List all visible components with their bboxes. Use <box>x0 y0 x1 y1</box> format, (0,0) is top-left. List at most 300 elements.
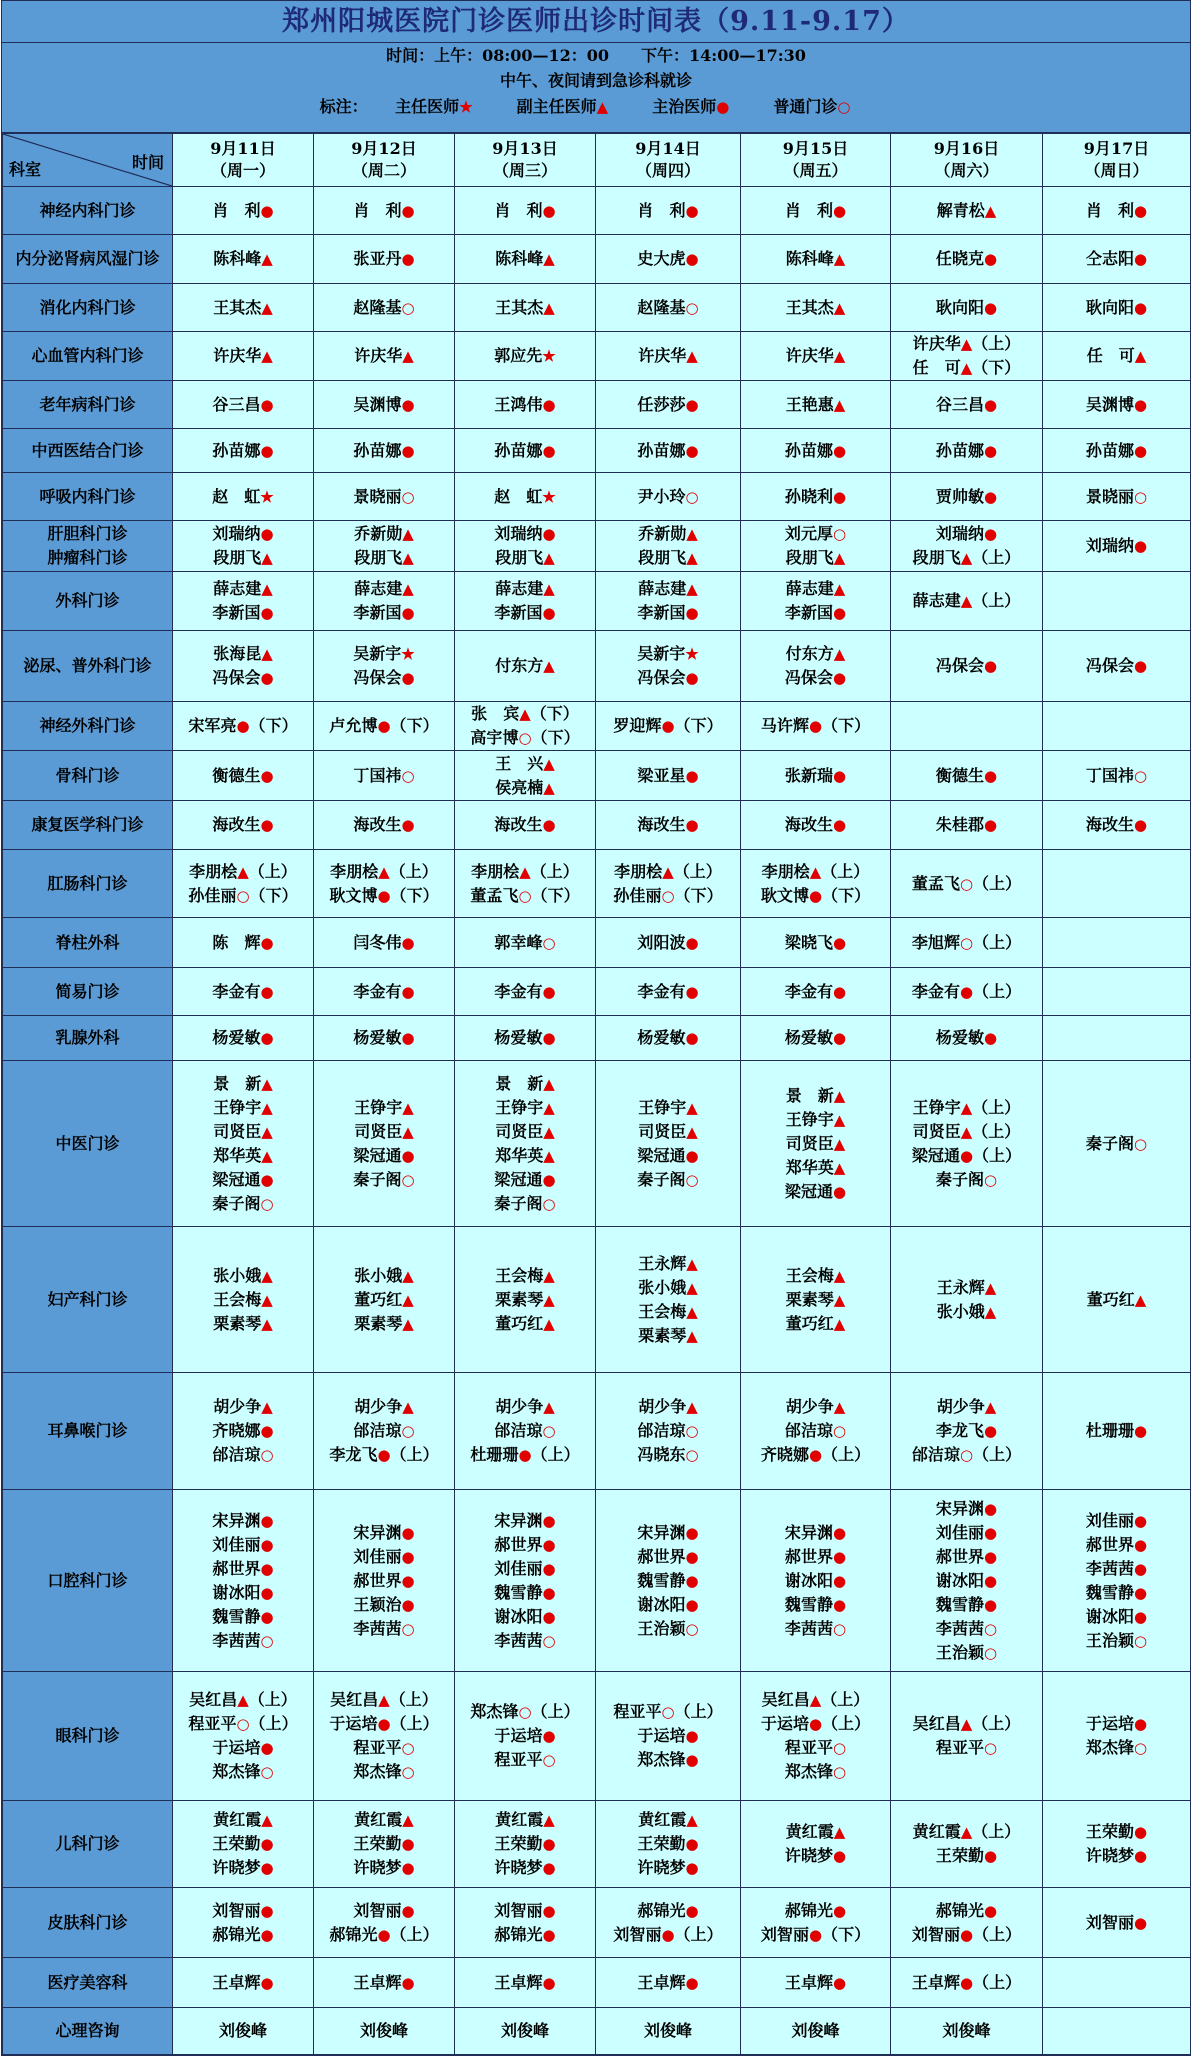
dot-icon: ● <box>1133 1559 1148 1578</box>
dept-name <box>3 1888 173 1958</box>
dot-icon: ● <box>1133 1715 1148 1733</box>
doctor-entry: 许晓梦● <box>784 1846 847 1865</box>
doctor-entry: 秦子阁○ <box>212 1193 274 1213</box>
doctor-entry: 冯晓东○ <box>637 1445 699 1464</box>
schedule-cell <box>891 332 1043 381</box>
schedule-cell <box>173 1672 314 1801</box>
schedule-cell <box>596 631 741 702</box>
doctor-entry: 王卓辉● <box>212 1972 274 1992</box>
dot-icon: ● <box>260 395 274 414</box>
dot-icon: ● <box>1133 1583 1148 1602</box>
ring-icon: ○ <box>685 1446 699 1464</box>
dept-name <box>3 1373 173 1490</box>
schedule-cell <box>314 381 455 429</box>
doctor-entry: 郝世界● <box>353 1570 415 1590</box>
dot-icon: ● <box>685 1547 699 1566</box>
doctor-entry: 吴红昌▲（上） <box>330 1690 438 1709</box>
schedule-cell <box>455 1061 596 1227</box>
dept-name-line: 妇产科门诊 <box>47 1289 128 1309</box>
schedule-cell <box>173 429 314 473</box>
header-row <box>3 134 1191 187</box>
ring-icon: ○ <box>542 933 556 952</box>
dept-name <box>3 2008 173 2055</box>
schedule-cell <box>741 968 891 1016</box>
day-weekday: （周一） <box>210 161 275 180</box>
schedule-cell <box>1043 751 1191 801</box>
doctor-entry: 丁国祎○ <box>1085 765 1148 785</box>
tri-icon: ▲ <box>686 1254 698 1273</box>
dot-icon: ● <box>685 250 699 268</box>
dot-icon: ● <box>260 933 274 952</box>
doctor-entry: 王永辉▲ <box>638 1253 698 1273</box>
schedule-cell <box>173 1958 314 2008</box>
dot-icon: ● <box>1133 250 1148 268</box>
dot-icon: ● <box>260 982 274 1001</box>
table-row <box>3 2008 1191 2055</box>
doctor-entry: 梁冠通● <box>212 1169 274 1189</box>
doctor-entry: 程亚平○（上） <box>613 1702 723 1721</box>
doctor-entry: 王荣勤● <box>494 1834 556 1853</box>
dot-icon: ● <box>832 982 847 1001</box>
doctor-entry: 董巧红▲ <box>495 1313 555 1333</box>
schedule-cell <box>314 572 455 631</box>
schedule-cell <box>173 1490 314 1672</box>
dot-icon: ● <box>260 1559 274 1578</box>
tri-icon: ▲ <box>402 1098 414 1117</box>
doctor-entry: 孙苗娜● <box>1085 440 1148 460</box>
doctor-entry: 李金有● <box>212 981 274 1001</box>
doctor-entry: 段朋飞▲ <box>354 548 414 567</box>
dot-icon: ● <box>832 1901 847 1920</box>
doctor-entry: 冯保会● <box>212 668 274 687</box>
dept-name-line: 骨科门诊 <box>55 765 120 785</box>
doctor-entry: 王荣勤● <box>353 1834 415 1853</box>
doctor-entry: 郝世界● <box>1085 1534 1148 1554</box>
schedule-cell <box>1043 473 1191 521</box>
schedule-cell <box>1043 1672 1191 1801</box>
doctor-entry: 杜珊珊● <box>1085 1421 1148 1440</box>
dot-icon: ● <box>716 98 730 116</box>
day-header <box>596 134 741 187</box>
dot-icon: ● <box>401 982 415 1001</box>
dot-icon: ● <box>1133 537 1148 555</box>
schedule-cell <box>1043 1958 1191 2008</box>
ring-icon: ○ <box>832 525 847 543</box>
doctor-entry: 郝世界● <box>784 1546 847 1566</box>
doctor-entry: 张小娥▲ <box>936 1301 997 1321</box>
doctor-entry: 魏雪静● <box>212 1606 274 1626</box>
doctor-entry: 王荣勤● <box>637 1834 699 1853</box>
ring-icon: ○ <box>685 1170 699 1189</box>
schedule-cell <box>741 1227 891 1373</box>
doctor-entry: 吴新宇★ <box>637 644 699 663</box>
doctor-entry: 段朋飞▲ <box>638 548 698 567</box>
schedule-cell <box>1043 429 1191 473</box>
schedule-cell <box>455 1958 596 2008</box>
dot-icon: ● <box>983 1571 998 1590</box>
doctor-entry: 谢冰阳● <box>1085 1606 1148 1626</box>
doctor-entry: 肖 利● <box>212 200 274 220</box>
ring-icon: ○ <box>542 1751 556 1769</box>
day-header <box>741 134 891 187</box>
tri-icon: ▲ <box>833 580 846 598</box>
schedule-cell <box>596 473 741 521</box>
doctor-entry: 宋异渊● <box>935 1498 998 1518</box>
tri-icon: ▲ <box>237 862 249 881</box>
doctor-entry: 付东方▲ <box>785 644 846 663</box>
dot-icon: ● <box>401 1547 415 1566</box>
schedule-cell <box>1043 521 1191 572</box>
tri-icon: ▲ <box>960 359 973 377</box>
dept-name <box>3 381 173 429</box>
dot-icon: ● <box>260 1170 274 1189</box>
table-row <box>3 702 1191 751</box>
doctor-entry: 梁晓飞● <box>784 932 847 952</box>
doctor-entry: 郑杰锋○（上） <box>470 1702 580 1721</box>
tri-icon: ▲ <box>984 1302 997 1321</box>
dot-icon: ● <box>832 1847 847 1865</box>
dot-icon: ● <box>685 1029 699 1047</box>
doctor-entry: 宋异渊● <box>784 1522 847 1542</box>
doctor-entry: 孙苗娜● <box>212 440 274 460</box>
schedule-cell <box>1043 187 1191 235</box>
schedule-cell <box>891 1888 1043 1958</box>
schedule-cell <box>891 187 1043 235</box>
dot-icon: ● <box>832 1973 847 1992</box>
doctor-entry: 程亚平○ <box>935 1738 998 1757</box>
schedule-cell <box>173 1801 314 1888</box>
legend <box>2 93 1190 120</box>
dot-icon: ● <box>401 1901 415 1920</box>
tri-icon: ▲ <box>833 1110 846 1129</box>
doctor-entry: 陈科峰▲ <box>495 249 555 268</box>
doctor-entry: 秦子阁○ <box>353 1169 415 1189</box>
schedule-cell <box>314 631 455 702</box>
schedule-cell <box>173 850 314 918</box>
tri-icon: ▲ <box>402 525 414 543</box>
doctor-entry: 郑杰锋● <box>637 1750 699 1769</box>
doctor-entry: 程亚平○ <box>494 1750 556 1769</box>
doctor-entry: 梁亚星● <box>637 765 699 785</box>
schedule-cell <box>741 1888 891 1958</box>
doctor-entry: 于运培● <box>212 1738 274 1757</box>
tri-icon: ▲ <box>686 549 698 567</box>
dot-icon: ● <box>401 933 415 952</box>
schedule-cell <box>596 284 741 332</box>
schedule-cell <box>1043 2008 1191 2055</box>
day-weekday: （周二） <box>351 161 416 180</box>
doctor-entry: 段朋飞▲ <box>213 548 273 567</box>
dot-icon: ● <box>401 1973 415 1992</box>
ring-icon: ○ <box>401 1763 415 1781</box>
dept-name-line: 心理咨询 <box>55 2021 120 2040</box>
legend-item <box>517 97 609 116</box>
dot-icon: ● <box>983 441 998 460</box>
schedule-cell <box>891 918 1043 968</box>
dept-name <box>3 1801 173 1888</box>
doctor-entry: 郭幸峰○ <box>494 932 556 952</box>
doctor-entry: 刘智丽●（下） <box>760 1924 871 1944</box>
dot-icon: ● <box>542 201 556 220</box>
ring-icon: ○ <box>1133 1739 1148 1757</box>
doctor-entry: 陈科峰▲ <box>785 249 846 268</box>
doctor-entry: 刘智丽●（上） <box>613 1924 723 1944</box>
dot-icon: ● <box>377 1925 391 1944</box>
tri-icon: ▲ <box>833 395 846 414</box>
ring-icon: ○ <box>983 1170 998 1189</box>
doctor-entry: 董巧红▲ <box>1086 1289 1147 1309</box>
dept-name-line: 泌尿、普外科门诊 <box>23 656 152 675</box>
schedule-cell <box>891 381 1043 429</box>
doctor-entry: 郑杰锋○ <box>784 1762 847 1781</box>
tri-icon: ▲ <box>1134 347 1147 365</box>
doctor-entry: 胡少争▲ <box>936 1397 997 1416</box>
doctor-entry: 郑杰锋○ <box>1085 1738 1148 1757</box>
doctor-entry: 司贤臣▲ <box>354 1121 414 1141</box>
table-row <box>3 918 1191 968</box>
dot-icon: ● <box>983 298 998 317</box>
dept-name <box>3 631 173 702</box>
schedule-cell <box>173 284 314 332</box>
dept-name-line: 肛肠科门诊 <box>47 873 128 893</box>
doctor-entry: 孙佳丽○（下） <box>613 885 723 905</box>
doctor-entry: 薛志建▲ <box>354 579 414 598</box>
dept-name-line: 口腔科门诊 <box>47 1570 128 1590</box>
doctor-entry: 肖 利● <box>1085 200 1148 220</box>
dept-name-line: 耳鼻喉门诊 <box>47 1421 128 1440</box>
dot-icon: ● <box>377 717 391 735</box>
schedule-cell <box>1043 1888 1191 1958</box>
schedule-cell <box>455 1227 596 1373</box>
tri-icon: ▲ <box>378 1691 390 1709</box>
doctor-entry: 王卓辉● <box>784 1972 847 1992</box>
schedule-cell <box>891 1016 1043 1061</box>
doctor-entry: 解青松▲ <box>936 200 997 220</box>
schedule-cell <box>455 968 596 1016</box>
schedule-cell <box>173 473 314 521</box>
dept-name <box>3 1061 173 1227</box>
doctor-entry: 王颖治● <box>353 1594 415 1614</box>
schedule-cell <box>741 1061 891 1227</box>
tri-icon: ▲ <box>833 1266 846 1285</box>
doctor-entry: 肖 利● <box>784 200 847 220</box>
doctor-entry: 王卓辉● <box>637 1972 699 1992</box>
doctor-entry: 王荣勤● <box>935 1846 998 1865</box>
day-date: 9月15日 <box>782 139 849 158</box>
schedule-cell <box>741 187 891 235</box>
schedule-cell <box>314 1801 455 1888</box>
dot-icon: ● <box>983 816 998 834</box>
doctor-entry: 宋军亮●（下） <box>188 716 298 735</box>
tri-icon: ▲ <box>543 250 555 268</box>
dot-icon: ● <box>685 1751 699 1769</box>
table-row <box>3 1672 1191 1801</box>
tri-icon: ▲ <box>261 1122 273 1141</box>
table-row <box>3 429 1191 473</box>
ring-icon: ○ <box>236 886 250 905</box>
day-header <box>314 134 455 187</box>
tri-icon: ▲ <box>519 705 531 723</box>
doctor-entry: 段朋飞▲ <box>495 548 555 567</box>
dept-name <box>3 572 173 631</box>
doctor-entry: 冯保会● <box>353 668 415 687</box>
dot-icon: ● <box>401 395 415 414</box>
schedule-cell <box>314 332 455 381</box>
tri-icon: ▲ <box>402 1314 414 1333</box>
doctor-entry: 杨爱敏● <box>935 1028 998 1047</box>
tri-icon: ▲ <box>261 549 273 567</box>
doctor-entry: 段朋飞▲ <box>785 548 846 567</box>
table-body <box>3 187 1191 2055</box>
dept-name-line: 儿科门诊 <box>55 1834 120 1853</box>
dot-icon: ● <box>685 933 699 952</box>
dept-name-line: 简易门诊 <box>55 981 120 1001</box>
dept-name-line: 心血管内科门诊 <box>31 346 144 365</box>
day-weekday: （周日） <box>1084 161 1149 180</box>
schedule-cell <box>741 751 891 801</box>
doctor-entry: 张海昆▲ <box>213 644 273 663</box>
schedule-cell <box>173 572 314 631</box>
dot-icon: ● <box>685 1595 699 1614</box>
dept-column-label: 科室 <box>9 160 42 179</box>
tri-icon: ▲ <box>261 580 273 598</box>
schedule-cell <box>891 1672 1043 1801</box>
dept-name-line: 脊柱外科 <box>55 932 120 952</box>
schedule-cell <box>1043 801 1191 850</box>
doctor-entry: 宋异渊● <box>353 1522 415 1542</box>
dot-icon: ● <box>832 1595 847 1614</box>
doctor-entry: 肖 利● <box>637 200 699 220</box>
schedule-cell <box>596 1490 741 1672</box>
doctor-entry: 吴渊博● <box>1085 394 1148 414</box>
schedule-cell <box>314 968 455 1016</box>
dot-icon: ● <box>542 395 556 414</box>
dept-name <box>3 801 173 850</box>
dot-icon: ● <box>1133 201 1148 220</box>
schedule-cell <box>891 1373 1043 1490</box>
schedule-cell <box>596 801 741 850</box>
doctor-entry: 郝世界● <box>935 1546 998 1566</box>
doctor-entry: 刘俊峰 <box>942 2021 991 2040</box>
dept-name <box>3 918 173 968</box>
doctor-entry: 王铮宇▲（上） <box>912 1097 1021 1117</box>
dot-icon: ● <box>518 1446 532 1464</box>
dot-icon: ● <box>832 1571 847 1590</box>
doctor-entry: 海改生● <box>637 815 699 834</box>
dept-name <box>3 751 173 801</box>
doctor-entry: 王艳惠▲ <box>785 394 846 414</box>
doctor-entry: 程亚平○（上） <box>188 1714 298 1733</box>
schedule-cell <box>596 1801 741 1888</box>
tri-icon: ▲ <box>984 201 997 220</box>
dot-icon: ● <box>959 1973 974 1992</box>
doctor-entry: 海改生● <box>212 815 274 834</box>
dot-icon: ● <box>401 604 415 622</box>
dot-icon: ● <box>685 766 699 785</box>
doctor-entry: 胡少争▲ <box>785 1397 846 1416</box>
tri-icon: ▲ <box>378 862 390 881</box>
schedule-cell <box>455 572 596 631</box>
doctor-entry: 赵隆基○ <box>353 297 415 317</box>
star-icon: ★ <box>459 98 473 116</box>
ring-icon: ○ <box>401 487 415 506</box>
doctor-entry: 吴红昌▲（上） <box>761 1690 870 1709</box>
doctor-entry: 刘瑞纳● <box>494 524 556 543</box>
doctor-entry: 孙苗娜● <box>637 440 699 460</box>
doctor-entry: 罗迎辉●（下） <box>613 716 723 735</box>
doctor-entry: 李茜茜○ <box>353 1618 415 1638</box>
doctor-entry: 郭应先★ <box>494 346 556 365</box>
doctor-entry: 段朋飞▲（上） <box>912 548 1021 567</box>
dept-name-line: 内分泌肾病风湿门诊 <box>15 249 160 268</box>
schedule-cell <box>173 1888 314 1958</box>
schedule-cell <box>741 631 891 702</box>
table-row <box>3 1016 1191 1061</box>
doctor-entry: 卢允博●（下） <box>329 716 439 735</box>
schedule-cell <box>314 1061 455 1227</box>
doctor-entry: 冯保会● <box>637 668 699 687</box>
schedule-cell <box>596 968 741 1016</box>
doctor-entry: 张小娥▲ <box>638 1277 698 1297</box>
ring-icon: ○ <box>401 1422 415 1440</box>
doctor-entry: 黄红霞▲ <box>495 1810 555 1829</box>
doctor-entry: 李新国● <box>637 603 699 622</box>
corner-header <box>3 134 173 187</box>
doctor-entry: 薛志建▲ <box>638 579 698 598</box>
dot-icon: ● <box>661 1925 675 1944</box>
doctor-entry: 秦子阁○ <box>935 1169 998 1189</box>
doctor-entry: 景 新▲ <box>495 1073 555 1093</box>
schedule-cell <box>596 332 741 381</box>
doctor-entry: 海改生● <box>494 815 556 834</box>
doctor-entry: 杨爱敏● <box>494 1028 556 1047</box>
dept-name-line: 肝胆科门诊 <box>47 524 128 543</box>
dot-icon: ● <box>1133 1913 1148 1932</box>
ring-icon: ○ <box>542 1422 556 1440</box>
dot-icon: ● <box>832 1029 847 1047</box>
dot-icon: ● <box>959 1146 974 1165</box>
doctor-entry: 许庆华▲ <box>785 346 846 365</box>
schedule-cell <box>741 850 891 918</box>
doctor-entry: 郝锦光● <box>494 1924 556 1944</box>
doctor-entry: 王其杰▲ <box>495 297 555 317</box>
doctor-entry: 李旭辉○（上） <box>911 932 1022 952</box>
schedule-cell <box>314 850 455 918</box>
doctor-entry: 王卓辉● <box>494 1972 556 1992</box>
doctor-entry: 于运培● <box>494 1726 556 1745</box>
doctor-entry: 李新国● <box>353 603 415 622</box>
table-row <box>3 187 1191 235</box>
schedule-cell <box>173 332 314 381</box>
ring-icon: ○ <box>401 1739 415 1757</box>
tri-icon: ▲ <box>543 1074 555 1093</box>
doctor-entry: 刘俊峰 <box>791 2021 840 2040</box>
doctor-entry: 宋异渊● <box>637 1522 699 1542</box>
schedule-cell <box>891 284 1043 332</box>
tri-icon: ▲ <box>960 1715 973 1733</box>
schedule-cell <box>891 801 1043 850</box>
tri-icon: ▲ <box>261 1074 273 1093</box>
doctor-entry: 张亚丹● <box>353 249 415 268</box>
doctor-entry: 景晓丽○ <box>1085 486 1148 506</box>
doctor-entry: 郑华英▲ <box>213 1145 273 1165</box>
doctor-entry: 李茜茜○ <box>935 1618 998 1638</box>
doctor-entry: 刘元厚○ <box>784 524 847 543</box>
schedule-cell <box>741 1801 891 1888</box>
doctor-entry: 海改生● <box>353 815 415 834</box>
tri-icon: ▲ <box>686 525 698 543</box>
tri-icon: ▲ <box>543 1122 555 1141</box>
